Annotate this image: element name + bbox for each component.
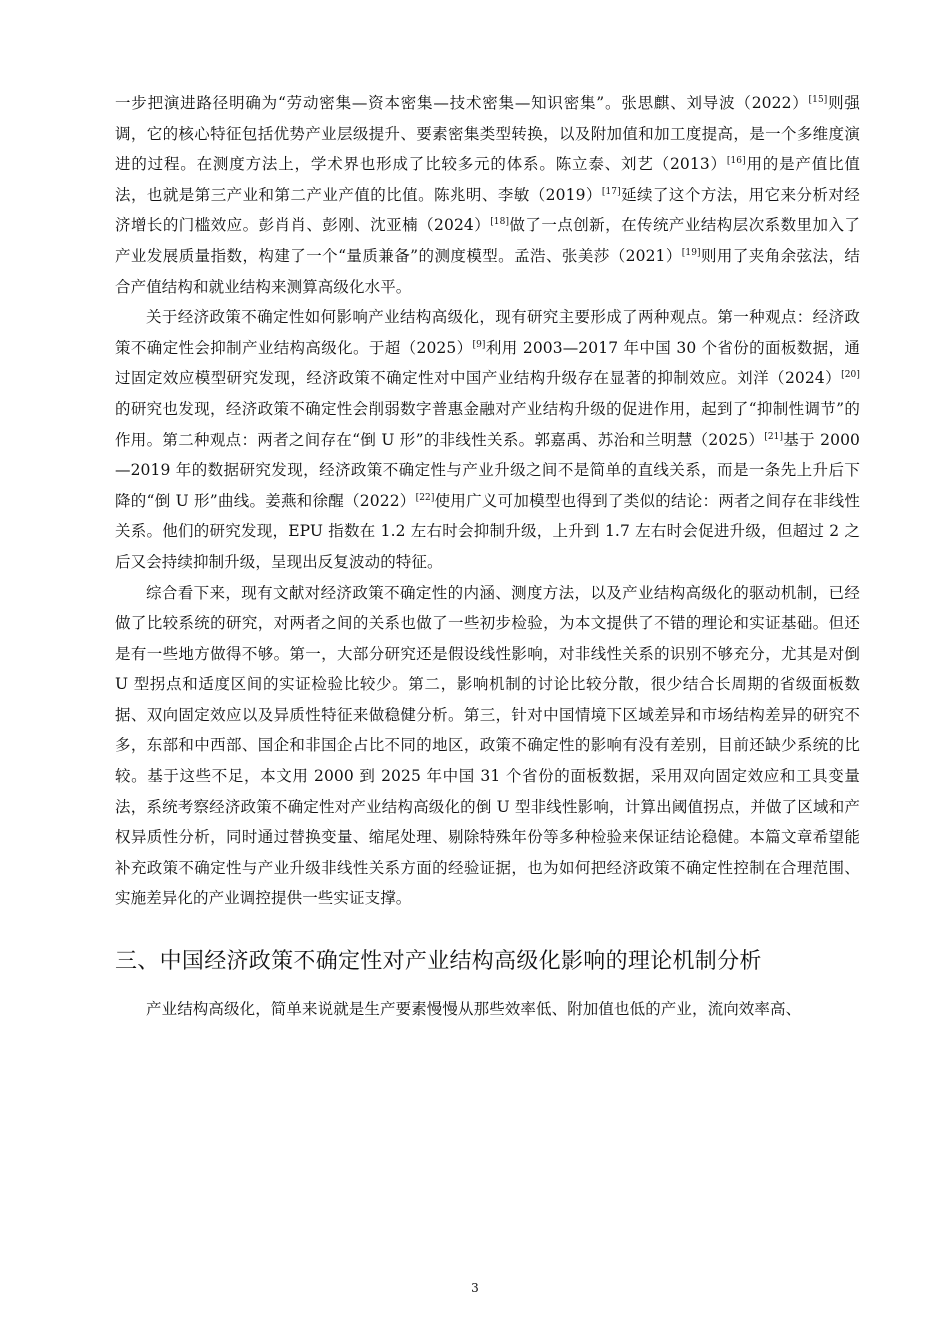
- paragraph-text: 延续了这个方法，用它来分析对经济增长的门槛效应。彭肖肖、彭刚、沈亚楠（2024）: [115, 185, 860, 235]
- citation-marker: [21]: [764, 431, 784, 442]
- body-text: [115, 88, 860, 914]
- paragraph-text: 使用广义可加模型也得到了类似的结论：两者之间存在非线性关系。他们的研究发现，EPU 指数在 1.2 左右时会抑制升级，上升到 1.7 左右时会促进升级，但超过 2 之后又会持续抑制升级，呈现出反复波动的特征。: [115, 491, 861, 571]
- paragraph-text: 利用 2003—2017 年中国 30 个省份的面板数据，通过固定效应模型研究发现，经济政策不确定性对中国产业结构升级存在显著的抑制效应。刘洋（2024）: [115, 338, 860, 388]
- citation-marker: [17]: [601, 186, 621, 197]
- paragraph-text: 则用了夹角余弦法，结合产值结构和就业结构来测算高级化水平。: [115, 246, 860, 296]
- citation-marker: [22]: [415, 492, 435, 503]
- page-body: [115, 88, 860, 1025]
- paragraph-text: 做了一点创新，在传统产业结构层次系数里加入了产业发展质量指数，构建了一个“量质兼备”的测度模型。孟浩、张美莎（2021）: [115, 216, 860, 265]
- citation-marker: [9]: [472, 339, 486, 350]
- paragraph-text: 综合看下来，现有文献对经济政策不确定性的内涵、测度方法，以及产业结构高级化的驱动机制，已经做了比较系统的研究，对两者之间的关系也做了一些初步检验，为本文提供了不错的理论和实证基础。但还是有一些地方做得不够。第一，大部分研究还是假设线性影响，对非线性关系的识别不够充分，尤其是对倒 U 型拐点和适度区间的实证检验比较少。第二，影响机制的讨论比较分散，很少结合长周期的省级面板数据、双向固定效应以及异质性特征来做稳健分析。第三，针对中国情境下区域差异和市场结构差异的研究不多，东部和中西部、国企和非国企占比不同的地区，政策不确定性的影响有没有差别，目前还缺少系统的比较。基于这些不足，本文用 2000 到 2025 年中国 31 个省份的面板数据，采用双向固定效应和工具变量法，系统考察经济政策不确定性对产业结构高级化的倒 U 型非线性影响，计算出阈值拐点，并做了区域和产权异质性分析，同时通过替换变量、缩尾处理、剔除特殊年份等多种检验来保证结论稳健。本篇文章希望能补充政策不确定性与产业升级非线性关系方面的经验证据，也为如何把经济政策不确定性控制在合理范围、实施差异化的产业调控提供一些实证支撑。: [115, 583, 860, 908]
- body-paragraph: [115, 302, 860, 577]
- paragraph-text: 则强调，它的核心特征包括优势产业层级提升、要素密集类型转换，以及附加值和加工度提高，是一个多维度演进的过程。在测度方法上，学术界也形成了比较多元的体系。陈立泰、刘艺（2013）: [115, 94, 860, 174]
- paragraph-text: 的研究也发现，经济政策不确定性会削弱数字普惠金融对产业结构升级的促进作用，起到了“抑制性调节”的作用。第二种观点：两者之间存在“倒 U 形”的非线性关系。郭嘉禹、苏治和兰明慧（2025）: [115, 399, 860, 449]
- paragraph-text: 一步把演进路径明确为“劳动密集—资本密集—技术密集—知识密集”。张思麒、刘导波（2022）: [115, 94, 809, 112]
- page-number: 3: [471, 1281, 479, 1295]
- citation-marker: [18]: [490, 217, 510, 228]
- paragraph-text: 用的是产值比值法，也就是第三产业和第二产业产值的比值。陈兆明、李敏（2019）: [115, 155, 860, 204]
- paragraph-text: 关于经济政策不确定性如何影响产业结构高级化，现有研究主要形成了两种观点。第一种观点：经济政策不确定性会抑制产业结构高级化。于超（2025）: [115, 308, 860, 357]
- body-paragraph: [115, 88, 860, 302]
- section-heading: 三、中国经济政策不确定性对产业结构高级化影响的理论机制分析: [115, 949, 762, 975]
- paragraph-text: 基于 2000—2019 年的数据研究发现，经济政策不确定性与产业升级之间不是简单的直线关系，而是一条先上升后下降的“倒 U 形”曲线。姜燕和徐醒（2022）: [115, 430, 860, 510]
- body-paragraph: 产业结构高级化，简单来说就是生产要素慢慢从那些效率低、附加值也低的产业，流向效率高、: [146, 1000, 802, 1019]
- citation-marker: [16]: [726, 156, 746, 167]
- body-paragraph: [115, 578, 860, 915]
- citation-marker: [15]: [808, 95, 828, 105]
- citation-marker: [19]: [681, 247, 701, 258]
- citation-marker: [20]: [841, 370, 860, 381]
